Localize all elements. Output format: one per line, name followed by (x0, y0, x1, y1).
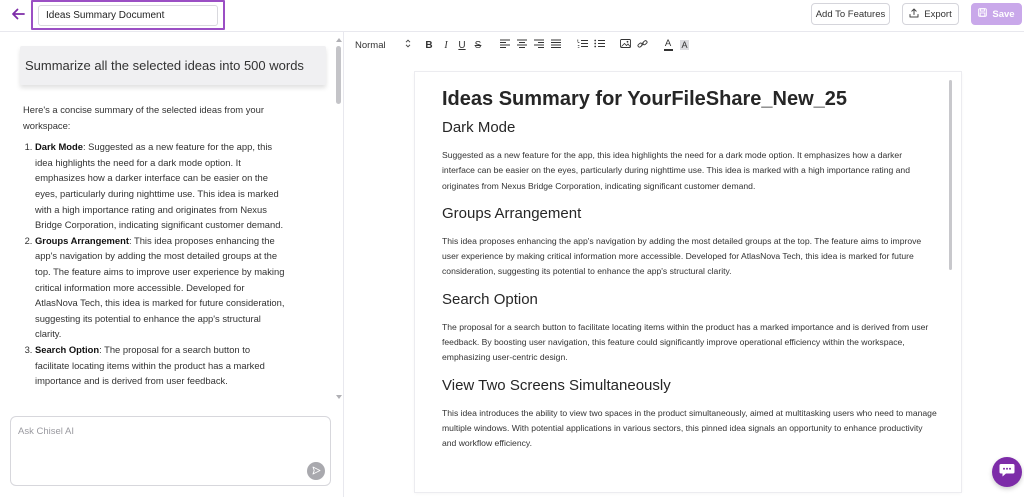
section-heading: Groups Arrangement (442, 204, 582, 222)
text-style-select[interactable] (355, 38, 411, 52)
document-title-input[interactable] (38, 5, 218, 26)
align-left-icon (500, 39, 510, 51)
chat-scrollbar[interactable] (336, 38, 341, 403)
scroll-up-arrow[interactable] (336, 38, 342, 42)
strikethrough-icon: S (474, 39, 482, 51)
bullet-list-button[interactable] (593, 38, 605, 52)
align-right-icon (534, 39, 544, 51)
document-scrollbar[interactable] (949, 80, 952, 270)
user-message: Summarize all the selected ideas into 500 words (20, 46, 326, 85)
text-color-icon: A (664, 38, 672, 50)
list-item-text: : This idea proposes enhancing the app's navigation by adding the most detailed groups at the top. The feature aims to improve user experience by making critical information more accessible. Developed for AtlasNova Tech, this idea is marked for future consideration, suggesting its potential to enhance the app's structural clarity. (35, 234, 285, 340)
send-button[interactable] (307, 462, 325, 480)
bullet-list-icon (594, 39, 605, 51)
align-justify-button[interactable] (550, 38, 562, 52)
back-button[interactable] (8, 6, 28, 26)
scrollbar-thumb[interactable] (336, 46, 341, 104)
updown-chevron-icon (405, 39, 411, 51)
export-label: Export (924, 8, 952, 20)
list-item-title: Search Option (35, 343, 100, 355)
ai-chat-panel (0, 32, 344, 497)
add-to-features-label: Add To Features (815, 8, 886, 20)
document-page[interactable] (415, 72, 961, 492)
align-center-icon (517, 39, 527, 51)
list-item (35, 342, 285, 389)
italic-button[interactable] (441, 38, 451, 52)
highlight-button[interactable] (679, 38, 690, 52)
insert-image-button[interactable] (619, 38, 631, 52)
underline-button[interactable] (457, 38, 467, 52)
scroll-down-arrow[interactable] (336, 395, 342, 399)
highlight-icon: A (681, 40, 688, 50)
text-color-swatch (664, 49, 673, 51)
section-body: This idea proposes enhancing the app's navigation by adding the most detailed groups at the top. The feature aims to improve user experience by making critical information more accessible. Developed for AtlasNova Tech, this idea is marked for future consideration, suggesting its potential to enhance the app's structural clarity. (442, 235, 922, 277)
text-style-value: Normal (355, 39, 386, 51)
chat-history[interactable] (0, 32, 344, 407)
bold-icon: B (425, 39, 433, 51)
section-heading: Dark Mode (442, 119, 516, 136)
summary-list (23, 139, 285, 389)
document-content[interactable] (442, 84, 937, 462)
list-item (35, 233, 285, 342)
section-body: Suggested as a new feature for the app, this idea highlights the need for a dark mode option. It emphasizes how a darker interface can be easier on the eyes, particularly during nighttime use. This idea is marked with a high importance rating and originates from Nexus Bridge Corporation, indicating significant customer demand. (442, 150, 910, 191)
list-item-title: Groups Arrangement (35, 234, 129, 246)
image-icon (620, 39, 631, 51)
align-center-button[interactable] (516, 38, 528, 52)
response-intro: Here's a concise summary of the selected ideas from your workspace: (23, 104, 264, 131)
ordered-list-button[interactable] (576, 38, 588, 52)
section-heading: View Two Screens Simultaneously (442, 376, 671, 394)
bold-button[interactable] (424, 38, 434, 52)
export-icon (909, 8, 919, 21)
chat-bubble-icon (999, 463, 1015, 482)
strikethrough-button[interactable] (473, 38, 483, 52)
list-item-text: : Suggested as a new feature for the app, this idea highlights the need for a dark mode option. It emphasizes how a darker interface can be easier on the eyes, particularly during nighttime use. This idea is marked with a high importance rating and originates from Nexus Bridge Corporation, indicating significant customer demand. (35, 141, 284, 231)
export-button[interactable] (902, 3, 959, 25)
italic-icon: I (444, 39, 448, 51)
editor-toolbar (345, 32, 1024, 59)
section-heading: Search Option (442, 290, 538, 308)
ordered-list-icon (577, 39, 588, 51)
editor-area (345, 59, 1024, 497)
align-right-button[interactable] (533, 38, 545, 52)
align-left-button[interactable] (499, 38, 511, 52)
document-title-highlight (31, 0, 225, 30)
text-color-button[interactable] (663, 38, 673, 52)
save-button[interactable] (971, 3, 1022, 25)
add-to-features-button[interactable] (811, 3, 890, 25)
list-item (35, 139, 285, 233)
top-bar (0, 0, 1024, 32)
send-icon (312, 462, 321, 480)
section-body: The proposal for a search button to facilitate locating items within the product has a marked importance and is derived from user feedback. By boosting user navigation, this feature could significantly improve operational efficiency within the workspace, emphasizing user-centric design. (442, 321, 929, 363)
save-label: Save (992, 8, 1015, 20)
underline-icon: U (458, 39, 466, 51)
ask-chisel-box (10, 416, 331, 486)
section-body: This idea introduces the ability to view two spaces in the product simultaneously, aimed at multitasking users who need to manage multiple windows. With potential applications in various sectors, this pinned idea signals an opportunity to enhance productivity and workflow efficiency. (442, 407, 937, 449)
document-title: Ideas Summary for YourFileShare_New_25 (442, 88, 847, 110)
insert-link-button[interactable] (636, 38, 648, 52)
align-justify-icon (551, 39, 561, 51)
list-item-title: Dark Mode (35, 141, 83, 153)
ask-chisel-input[interactable] (18, 423, 298, 439)
ai-response (23, 102, 285, 389)
save-icon (978, 8, 987, 20)
back-arrow-icon (11, 7, 25, 25)
chat-support-button[interactable] (992, 457, 1022, 487)
list-item-text: : The proposal for a search button to facilitate locating items within the product has a marked importance and is derived from user feedback. (35, 343, 265, 387)
link-icon (637, 39, 648, 52)
